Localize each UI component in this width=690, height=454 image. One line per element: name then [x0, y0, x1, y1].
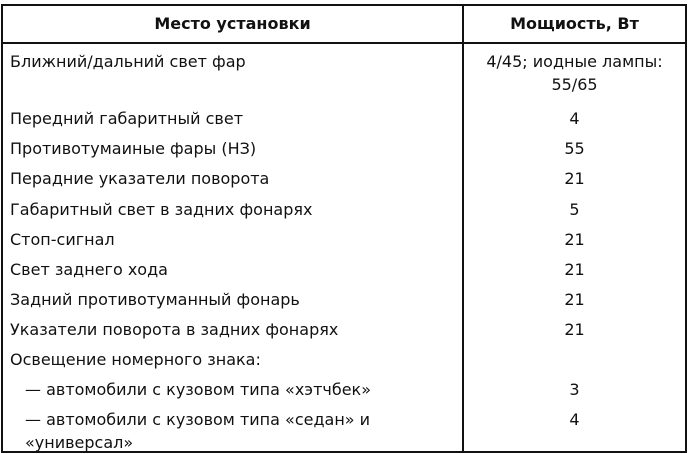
row-place: Стоп-сигнал [10, 230, 115, 249]
header-power: Мощиость, Вт [510, 14, 639, 33]
row-place: — автомобили с кузовом типа «седан» и «универсал» [25, 410, 371, 452]
row-power: 21 [564, 290, 585, 309]
row-power: 3 [569, 380, 580, 399]
row-place: Освещение номерного знака: [10, 350, 261, 369]
row-power: 4/45; иодные лампы: 55/65 [486, 52, 663, 94]
row-power: 4 [569, 109, 580, 128]
row-place: — автомобили с кузовом типа «хэтчбек» [25, 380, 371, 399]
row-place: Перадние указатели поворота [10, 169, 270, 188]
row-power: 21 [564, 320, 585, 339]
row-power: 55 [564, 139, 585, 158]
row-place: Ближний/дальний свет фар [10, 52, 246, 71]
row-place: Свет заднего хода [10, 260, 168, 279]
row-power: 5 [569, 200, 580, 219]
row-place: Габаритный свет в задних фонарях [10, 200, 313, 219]
header-place: Место установки [154, 14, 311, 33]
row-power: 21 [564, 230, 585, 249]
row-place: Задний противотуманный фонарь [10, 290, 300, 309]
table-header [3, 6, 685, 44]
row-power: 21 [564, 260, 585, 279]
row-place: Передний габаритный свет [10, 109, 244, 128]
lamp-power-table [1, 4, 687, 453]
row-power: 4 [569, 410, 580, 429]
row-place: Указатели поворота в задних фонарях [10, 320, 339, 339]
row-power: 21 [564, 169, 585, 188]
row-place: Противотумаиные фары (НЗ) [10, 139, 257, 158]
